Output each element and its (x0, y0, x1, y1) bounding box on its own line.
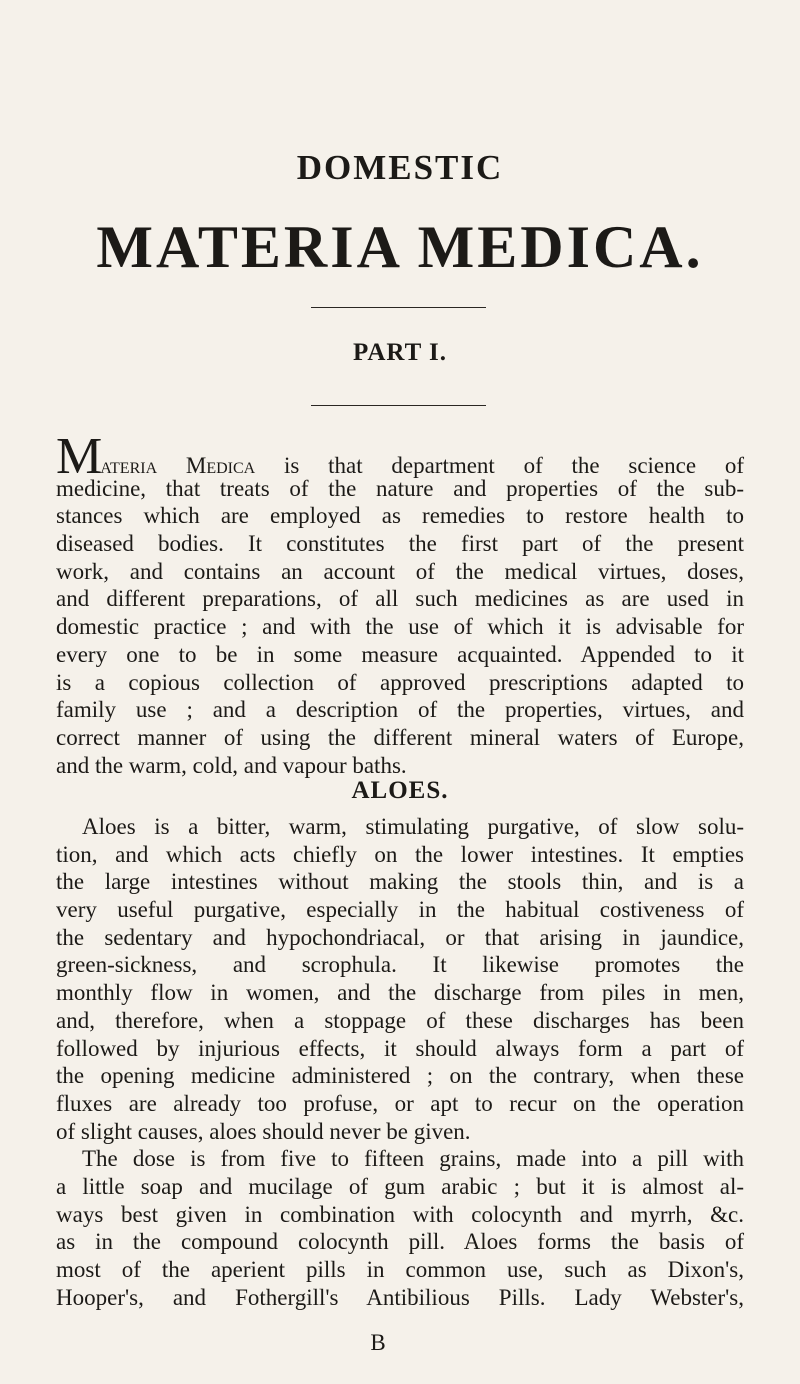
intro-line: medicine, that treats of the nature and properties of the sub- (56, 475, 744, 501)
intro-line: domestic practice ; and with the use of which it is advisable for (56, 614, 744, 640)
aloes-line: the large intestines without making the stools thin, and is a (56, 869, 744, 895)
aloes-line: the sedentary and hypochondriacal, or that arising in jaundice, (56, 924, 744, 950)
aloes-line: Hooper's, and Fothergill's Antibilious Pills. Lady Webster's, (56, 1284, 744, 1310)
aloes-line: ways best given in combination with colocynth and myrrh, &c. (56, 1201, 744, 1227)
intro-line: diseased bodies. It constitutes the first part of the present (56, 531, 744, 557)
aloes-line: as in the compound colocynth pill. Aloes forms the basis of (56, 1229, 744, 1255)
aloes-line: The dose is from five to fifteen grains, made into a pill with (82, 1146, 744, 1172)
intro-line: and different preparations, of all such medicines as are used in (56, 586, 744, 612)
drop-cap: M (56, 428, 101, 485)
aloes-line: followed by injurious effects, it should always form a part of (56, 1035, 744, 1061)
intro-line: family use ; and a description of the properties, virtues, and (56, 697, 744, 723)
aloes-line: of slight causes, aloes should never be given. (56, 1118, 471, 1144)
aloes-line: the opening medicine administered ; on the contrary, when these (56, 1063, 744, 1089)
intro-paragraph (56, 428, 744, 779)
section-heading-aloes: ALOES. (351, 777, 449, 804)
intro-line: correct manner of using the different mineral waters of Europe, (56, 724, 744, 750)
aloes-line: tion, and which acts chiefly on the lower intestines. It empties (56, 841, 744, 867)
aloes-line: a little soap and mucilage of gum arabic ; but it is almost al- (56, 1173, 744, 1199)
intro-lead: ateria Medica (100, 453, 256, 478)
aloes-line: most of the aperient pills in common use, such as Dixon's, (56, 1257, 744, 1282)
intro-line: and the warm, cold, and vapour baths. (56, 752, 407, 778)
intro-line: stances which are employed as remedies to restore health to (56, 503, 744, 529)
part-label: PART I. (352, 339, 448, 366)
top-rule (311, 307, 486, 308)
title-materia-medica: MATERIA MEDICA. (96, 214, 704, 280)
aloes-paragraphs (56, 813, 744, 1311)
aloes-line: and, therefore, when a stoppage of these discharges has been (56, 1007, 744, 1033)
title-domestic: DOMESTIC (296, 148, 504, 187)
aloes-line: Aloes is a bitter, warm, stimulating purgative, of slow solu- (82, 814, 744, 839)
intro-line: is a copious collection of approved prescriptions adapted to (56, 669, 744, 695)
book-page (56, 0, 744, 1384)
aloes-line: green-sickness, and scrophula. It likewise promotes the (56, 952, 744, 978)
intro-line-text: is that department of the science of (255, 453, 744, 478)
intro-line (56, 428, 744, 485)
aloes-line: fluxes are already too profuse, or apt to recur on the operation (56, 1090, 744, 1116)
bottom-rule (311, 405, 486, 406)
aloes-line: monthly flow in women, and the discharge from piles in men, (56, 980, 744, 1006)
intro-line: work, and contains an account of the medical virtues, doses, (56, 558, 744, 584)
intro-line: every one to be in some measure acquainted. Appended to it (56, 641, 744, 667)
signature-mark: B (370, 1330, 386, 1355)
aloes-line: very useful purgative, especially in the habitual costiveness of (56, 897, 744, 923)
